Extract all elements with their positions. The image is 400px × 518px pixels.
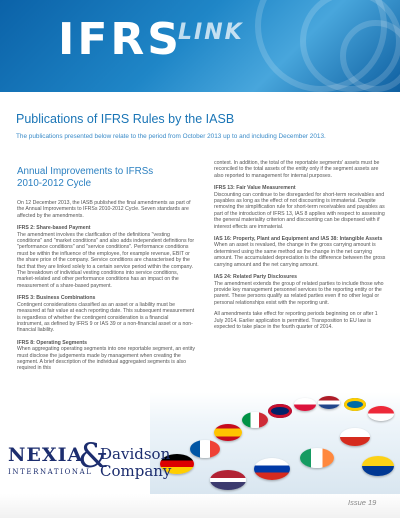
flag <box>268 404 292 418</box>
nexia-logo-subtitle: INTERNATIONAL <box>8 468 93 476</box>
continuation-paragraph: context. In addition, the total of the reportable segments' assets must be reconciled to the total assets of the entity only if the segment assets are also reported to management for internal purposes. <box>214 160 380 179</box>
footer-bar <box>0 494 400 518</box>
davidson-logo-company: Company <box>100 462 172 480</box>
header-banner <box>0 0 400 92</box>
flag <box>294 398 316 411</box>
nexia-logo: NEXIA <box>8 444 84 466</box>
item-body: The amendment extends the group of related parties to include those who provide key management personnel services to the reporting entity or the parent. These persons qualify as related parties even if no other legal or personal relationships exist with the reporting unit. <box>214 280 384 306</box>
davidson-logo-name: Davidson <box>100 445 171 463</box>
page-subtitle: The publications presented below relate to the period from October 2013 up to and including December 2013. <box>16 133 326 140</box>
item-body: When an asset is revalued, the change in the gross carrying amount is determined using the same method as the change in the net carrying amount. The accumulated depreciation is the difference between the gross carrying amount and the net carrying amount. <box>214 242 386 268</box>
page-title: Publications of IFRS Rules by the IASB <box>16 112 235 126</box>
item-body: Contingent considerations classified as an asset or a liability must be measured at fair value at each reporting date. This subsequent measurement is regardless of whether the contingent consideration is a financial instrument, as defined by IFRS 9 or IAS 39 or a non-financial asset or a non-financial liability. <box>17 301 195 334</box>
davidson-logo-ampersand: & <box>78 436 109 476</box>
item-body: Discounting can continue to be disregarded for short-term receivables and payables as long as the effect of not discounting is immaterial. Despite removing the simplification rule for short-term receivables and payables as part of the introduction of IFRS 13, IAS 8 applies with respect to assessing the general materiality criterion and discounting can be dispensed with if interest effects are immaterial. <box>214 191 385 230</box>
ifrs-logo: IFRS <box>58 14 182 65</box>
flag <box>362 456 394 476</box>
right-column <box>214 160 386 335</box>
flag <box>214 424 242 441</box>
item-body: The amendment involves the clarification of the definitions "vesting conditions" and "market conditions" and also adds independent definitions for "performance conditions" and "service conditions". Performance conditions must be within the influence of the employee, for example revenue, EBIT or the share price of the company. Service conditions are characterised by the fact that they are linked solely to a certain service period within the company. The breakdown of individual vesting conditions into service conditions, market-related and other performance conditions has an impact on the measurement of a share-based payment. <box>17 231 195 289</box>
item-heading: IFRS 8: Operating Segments <box>17 339 88 346</box>
flag <box>318 396 340 409</box>
section-title: Annual Improvements to IFRSs 2010-2012 Cycle <box>17 166 154 189</box>
item-heading: IFRS 3: Business Combinations <box>17 295 96 302</box>
issue-number: Issue 19 <box>348 498 377 507</box>
closing-paragraph: All amendments take effect for reporting periods beginning on or after 1 July 2014. Earlier application is permitted. Transposition to EU law is expected to take place in the fourth quarter of 2014. <box>214 311 378 330</box>
flag <box>210 470 246 490</box>
item-body: When aggregating operating segments into one reportable segment, an entity must disclose the judgements made by management when creating the segment. A brief description of the individual aggregated segments is also required in this <box>17 346 195 372</box>
flag <box>254 458 290 480</box>
left-column <box>17 160 195 377</box>
intro-paragraph: On 12 December 2013, the IASB published the final amendments as part of the Annual Improvements to IFRSs 2010-2012 Cycle. Seven standards are affected by the amendments. <box>17 200 191 219</box>
flag <box>368 406 394 421</box>
link-logo: LINK <box>178 20 244 45</box>
flag <box>344 398 366 411</box>
item-heading: IFRS 2: Share-based Payment <box>17 225 91 232</box>
item-heading: IAS 16: Property, Plant and Equipment and IAS 38: Intangible Assets <box>214 236 383 243</box>
item-heading: IFRS 13: Fair Value Measurement <box>214 185 296 192</box>
item-heading: IAS 24: Related Party Disclosures <box>214 274 298 281</box>
flag <box>300 448 334 468</box>
flag <box>340 428 370 446</box>
flag <box>242 412 268 428</box>
footer-logos <box>0 436 210 492</box>
